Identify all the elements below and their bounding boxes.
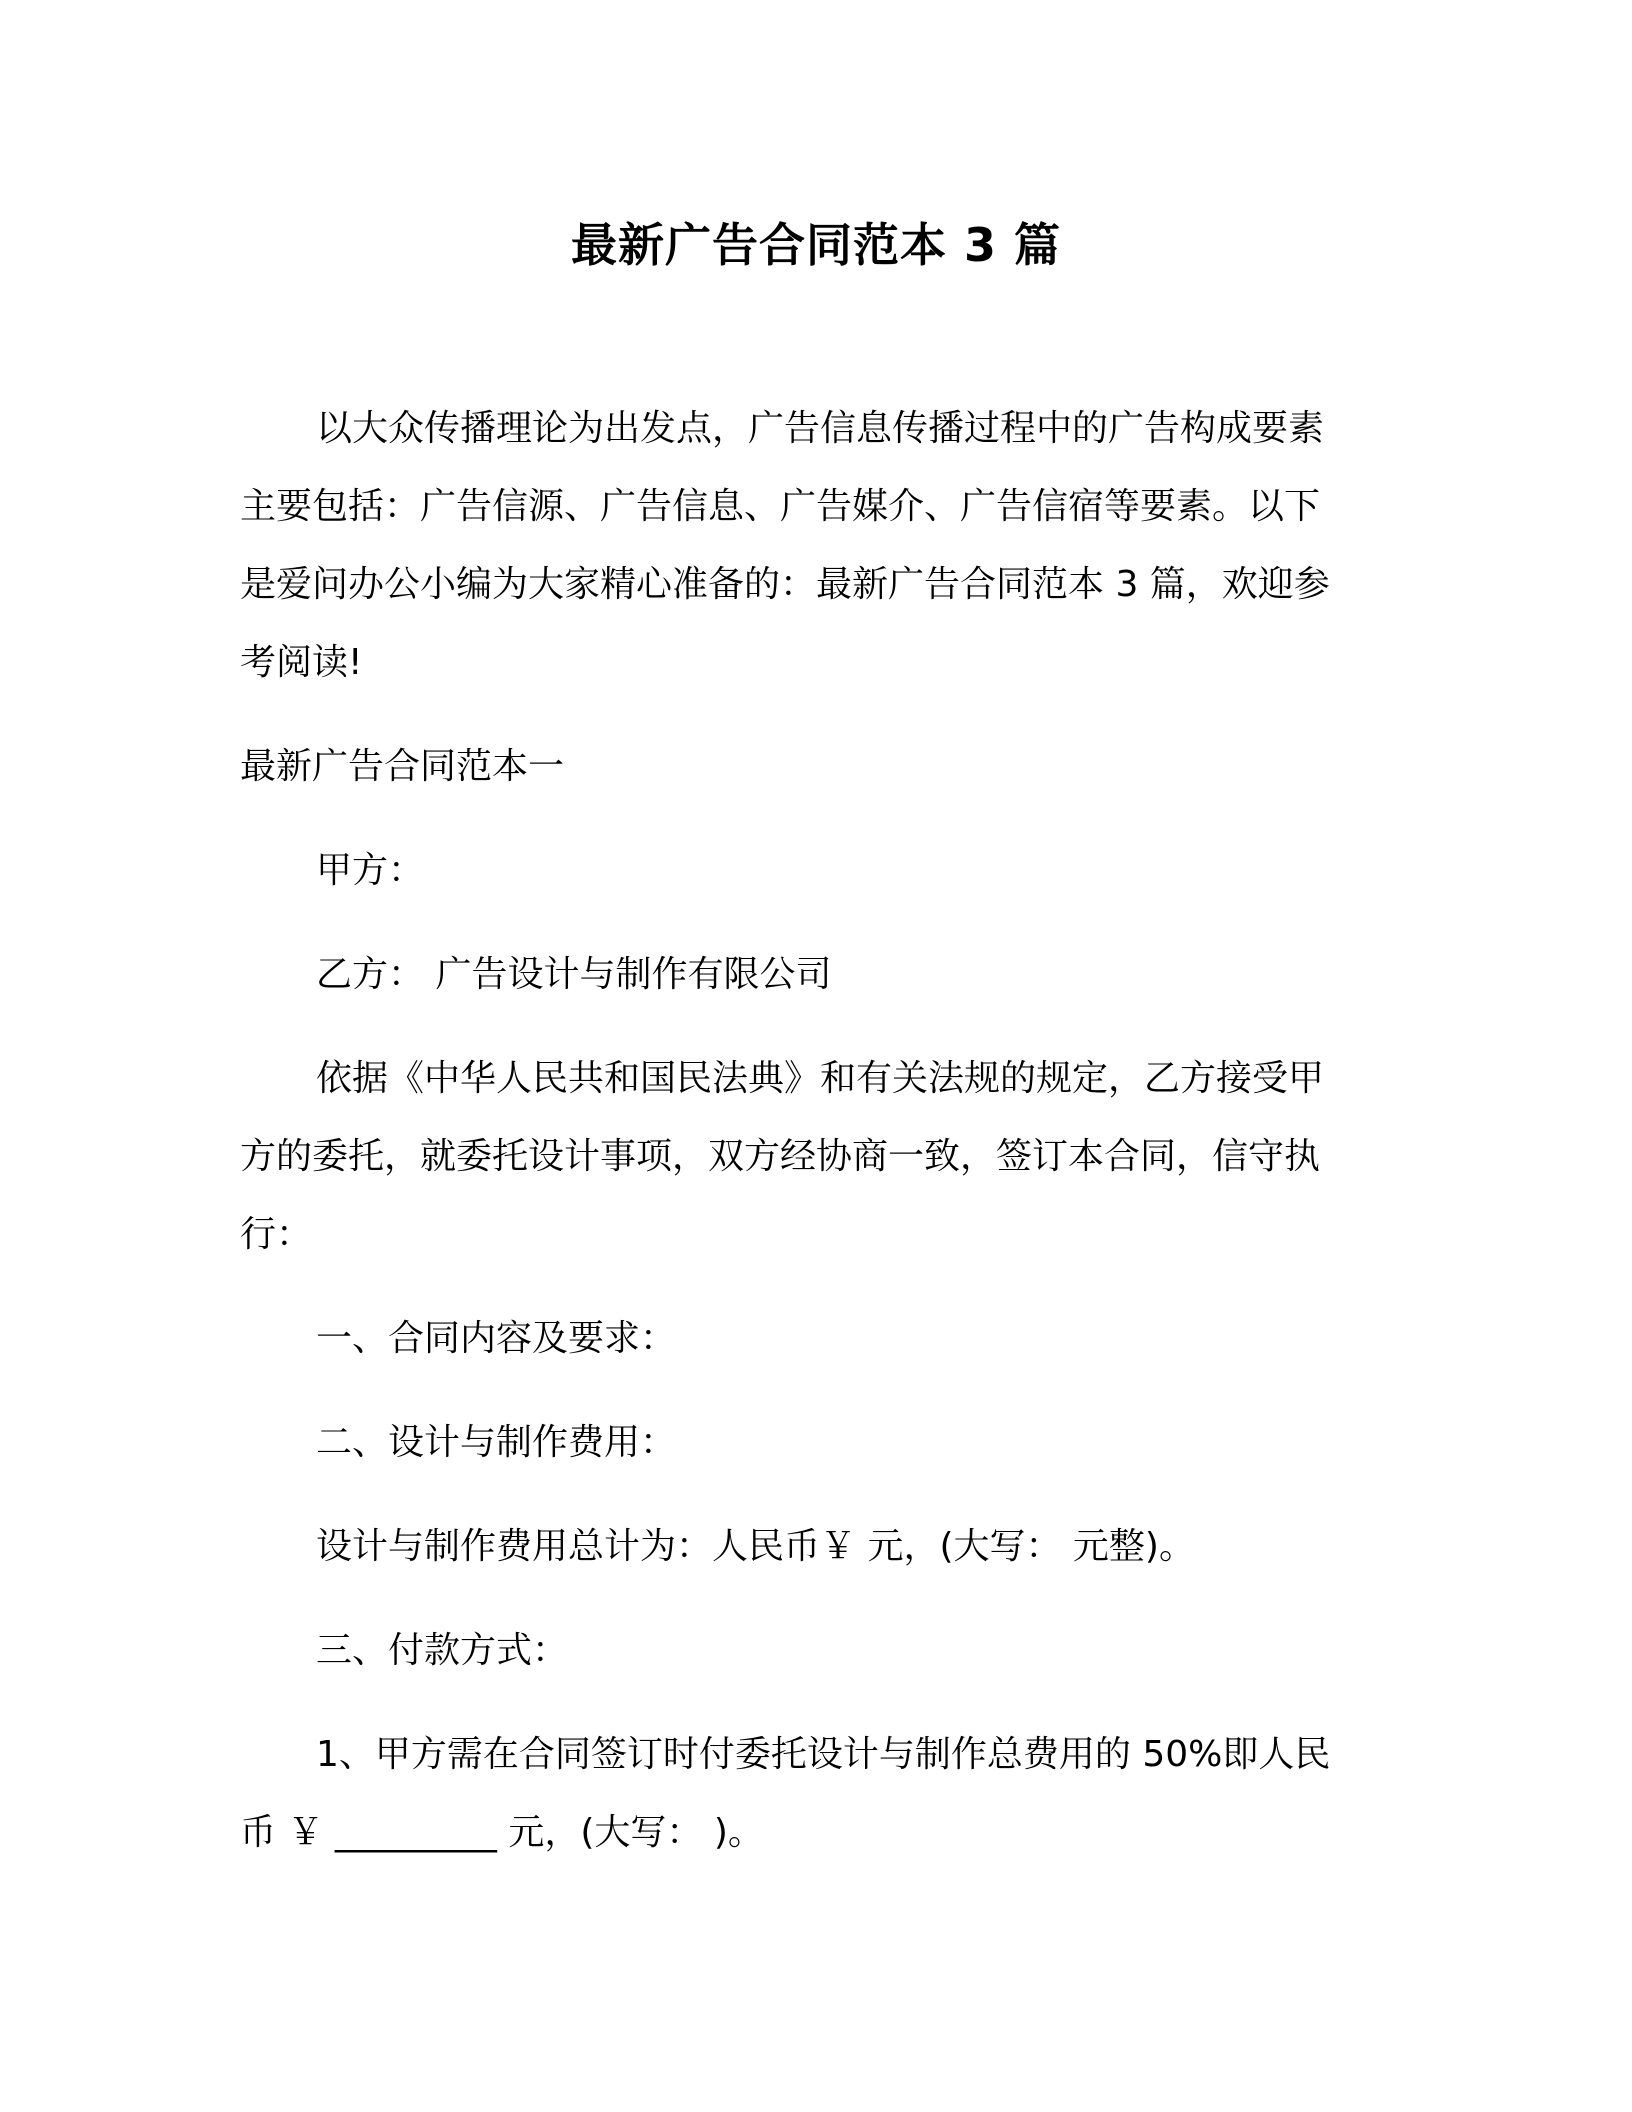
document-title: 最新广告合同范本 3 篇 [570, 218, 1062, 272]
party-a-line: 甲方： [316, 850, 425, 891]
intro-line: 以大众传播理论为出发点，广告信息传播过程中的广告构成要素 [316, 408, 1325, 449]
intro-line: 主要包括：广告信源、广告信息、广告媒介、广告信宿等要素。以下 [240, 486, 1321, 527]
basis-line: 依据《中华人民共和国民法典》和有关法规的规定，乙方接受甲 [316, 1058, 1325, 1099]
section-heading: 最新广告合同范本一 [240, 746, 565, 787]
clause-3-heading: 三、付款方式： [316, 1630, 569, 1671]
clause-1-heading: 一、合同内容及要求： [316, 1318, 677, 1359]
intro-line: 考阅读! [240, 642, 363, 683]
payment-line: 1、甲方需在合同签订时付委托设计与制作总费用的 50%即人民 [316, 1734, 1331, 1775]
fee-total-line: 设计与制作费用总计为：人民币￥ 元，(大写： 元整)。 [316, 1526, 1195, 1567]
intro-line: 是爱问办公小编为大家精心准备的：最新广告合同范本 3 篇，欢迎参 [240, 564, 1330, 605]
payment-paragraph [240, 1716, 1360, 1872]
party-b-line: 乙方： 广告设计与制作有限公司 [316, 954, 832, 995]
document-body [240, 390, 1360, 1872]
basis-line: 方的委托，就委托设计事项，双方经协商一致，签订本合同，信守执 [240, 1136, 1321, 1177]
basis-paragraph [240, 1040, 1360, 1274]
clause-2-heading: 二、设计与制作费用： [316, 1422, 677, 1463]
intro-paragraph [240, 390, 1360, 702]
basis-line: 行： [240, 1214, 313, 1255]
payment-line: 币 ￥ _________ 元，(大写： )。 [240, 1812, 764, 1853]
